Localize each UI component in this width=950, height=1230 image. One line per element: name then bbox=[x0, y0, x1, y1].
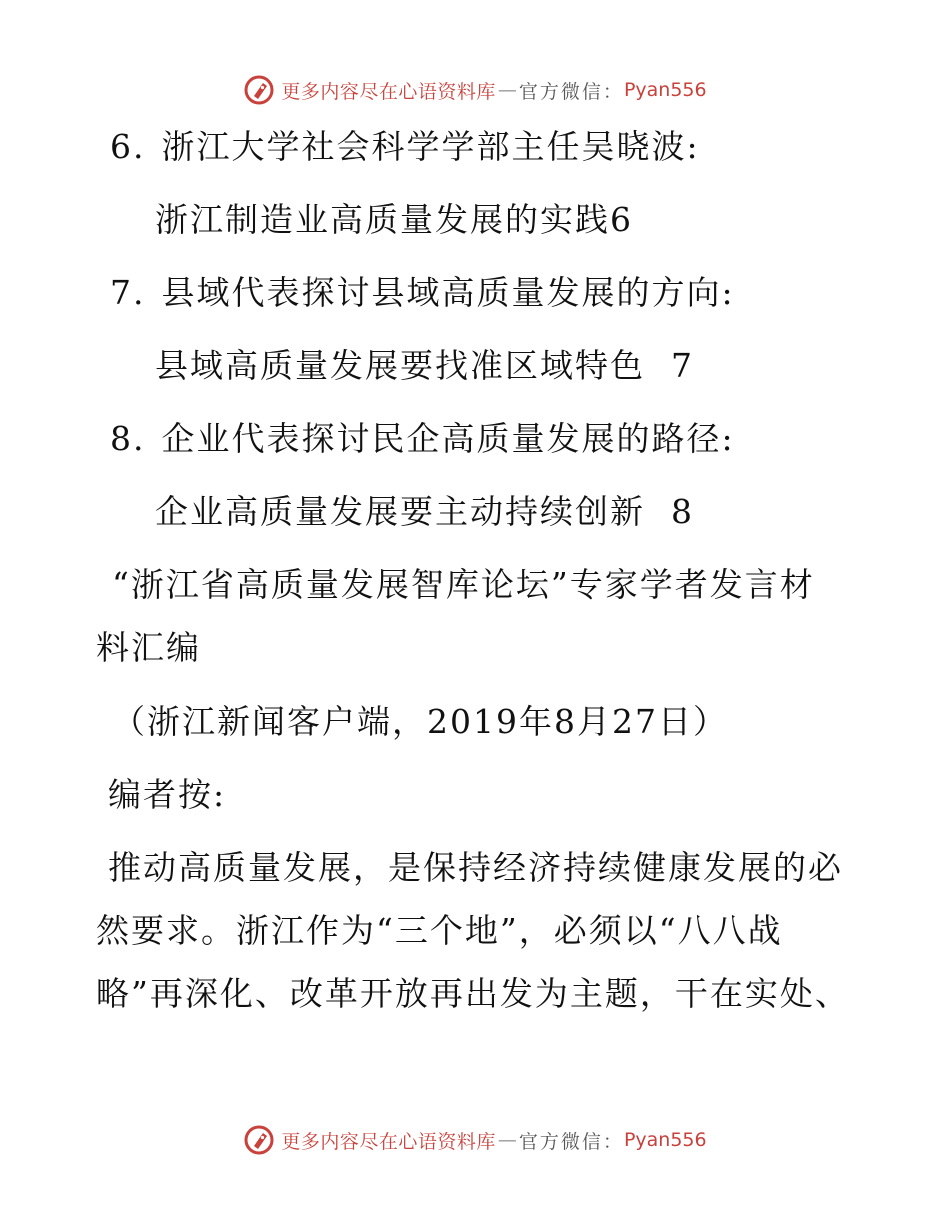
watermark-separator: — bbox=[497, 1129, 517, 1151]
article-title-line: 料汇编 bbox=[96, 628, 201, 667]
watermark-text: 更多内容尽在心语资料库 bbox=[281, 80, 496, 103]
watermark-account: Pyan556 bbox=[623, 79, 707, 101]
header-watermark bbox=[0, 70, 950, 110]
toc-entry-number: 6. bbox=[110, 127, 146, 166]
watermark-label: 官方微信： bbox=[518, 1130, 624, 1153]
toc-entry-title bbox=[110, 419, 735, 459]
body-line: 推动高质量发展，是保持经济持续健康发展的必 bbox=[108, 848, 843, 887]
toc-entry-subtitle-text: 浙江制造业高质量发展的实践 bbox=[155, 200, 610, 239]
toc-entry-title-text: 企业代表探讨民企高质量发展的路径: bbox=[161, 419, 735, 458]
toc-entry-subtitle-text: 县域高质量发展要找准区域特色 bbox=[155, 346, 645, 385]
article-source: （浙江新闻客户端，2019年8月27日） bbox=[112, 702, 728, 741]
pen-nib-logo-icon bbox=[243, 74, 275, 106]
toc-entry-title bbox=[110, 273, 735, 313]
toc-entry-title bbox=[110, 127, 700, 167]
watermark-account: Pyan556 bbox=[623, 1129, 707, 1151]
body-line: 然要求。浙江作为“三个地”，必须以“八八战 bbox=[96, 911, 783, 950]
watermark-text: 更多内容尽在心语资料库 bbox=[281, 1130, 496, 1153]
pen-nib-logo-icon bbox=[243, 1124, 275, 1156]
toc-entry-subtitle bbox=[155, 346, 694, 386]
toc-entry-page: 7 bbox=[671, 346, 694, 385]
toc-entry-page: 6 bbox=[610, 200, 633, 239]
watermark-separator: — bbox=[497, 79, 517, 101]
watermark-label: 官方微信： bbox=[518, 80, 624, 103]
toc-entry-page: 8 bbox=[671, 492, 694, 531]
toc-entry-subtitle-text: 企业高质量发展要主动持续创新 bbox=[155, 492, 645, 531]
toc-entry-title-text: 浙江大学社会科学学部主任吴晓波: bbox=[161, 127, 700, 166]
article-title-line: “浙江省高质量发展智库论坛”专家学者发言材 bbox=[112, 565, 815, 604]
toc-entry-number: 8. bbox=[110, 419, 146, 458]
toc-entry-number: 7. bbox=[110, 273, 146, 312]
footer-watermark bbox=[0, 1120, 950, 1160]
body-line: 略”再深化、改革开放再出发为主题，干在实处、 bbox=[96, 974, 850, 1013]
toc-entry-title-text: 县域代表探讨县域高质量发展的方向: bbox=[161, 273, 735, 312]
editor-note-label: 编者按: bbox=[108, 775, 227, 814]
toc-entry-subtitle bbox=[155, 200, 633, 240]
toc-entry-subtitle bbox=[155, 492, 694, 532]
